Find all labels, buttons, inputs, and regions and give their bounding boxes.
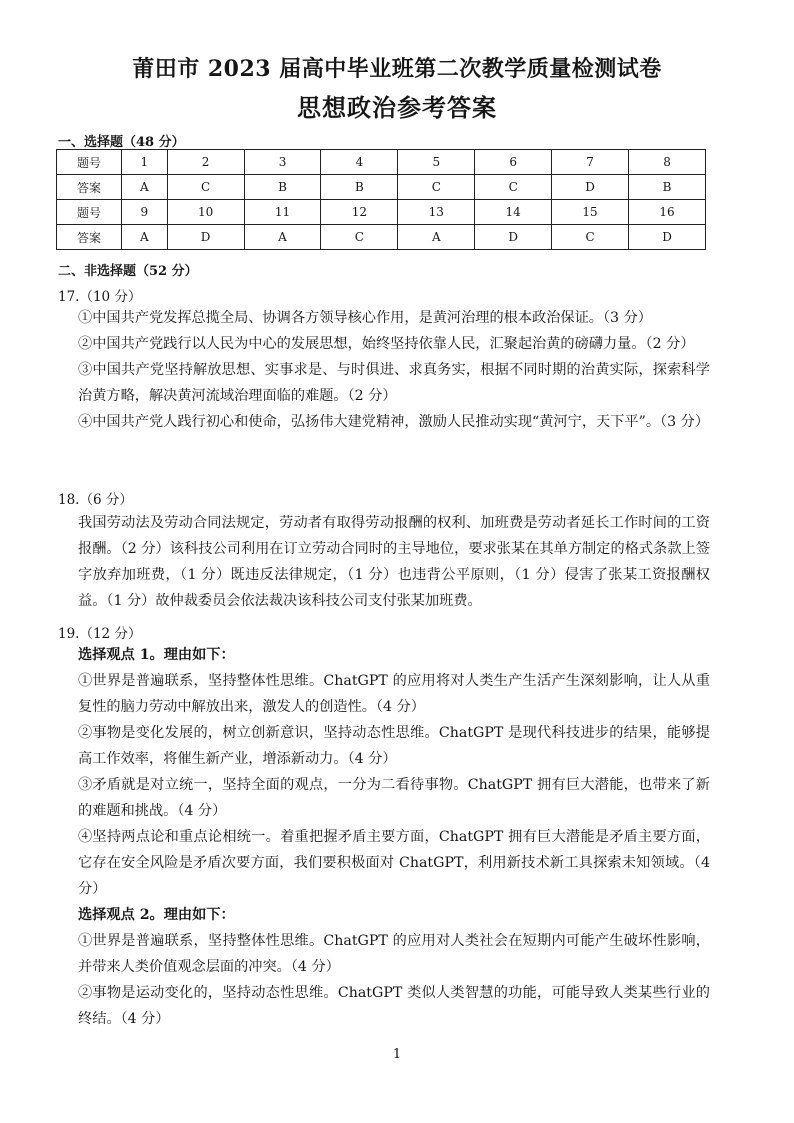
question-number: 16 (629, 200, 706, 225)
section2-heading: 二、非选择题（52 分） (58, 264, 198, 279)
list-item: ①世界是普遍联系，坚持整体性思维。ChatGPT 的应用将对人类生产生活产生深刻影响，让人从重复性的脑力劳动中解放出来，激发人的创造性。（4 分） (78, 673, 710, 715)
q17-answer (78, 305, 710, 435)
q17-label: 17.（10 分） (58, 289, 142, 305)
list-item: ④坚持两点论和重点论相统一。着重把握矛盾主要方面，ChatGPT 拥有巨大潜能是矛盾主要方面，它存在安全风险是矛盾次要方面，我们要积极面对 ChatGPT，利用新技术新工具探索未知领域。（4 分） (78, 829, 710, 897)
answer-cell: A (398, 225, 475, 250)
list-item: ①中国共产党发挥总揽全局、协调各方领导核心作用，是黄河治理的根本政治保证。（3 分） (78, 310, 652, 326)
list-item: ②中国共产党践行以人民为中心的发展思想，始终坚持依靠人民，汇聚起治黄的磅礴力量。（2 分） (78, 336, 695, 352)
table-row (57, 225, 706, 250)
list-item: ①世界是普遍联系，坚持整体性思维。ChatGPT 的应用对人类社会在短期内可能产生破坏性影响，并带来人类价值观念层面的冲突。（4 分） (78, 933, 710, 975)
document-subtitle: 思想政治参考答案 (297, 93, 497, 122)
list-item: ③矛盾就是对立统一，坚持全面的观点，一分为二看待事物。ChatGPT 拥有巨大潜能，也带来了新的难题和挑战。（4 分） (78, 777, 710, 819)
row-label: 答案 (57, 175, 122, 200)
question-number: 1 (122, 150, 168, 175)
view1-heading: 选择观点 1。理由如下： (78, 647, 235, 663)
answer-cell: A (244, 225, 321, 250)
answer-cell: C (475, 175, 552, 200)
list-item: ②事物是变化发展的，树立创新意识，坚持动态性思维。ChatGPT 是现代科技进步的结果，能够提高工作效率，将催生新产业，增添新动力。（4 分） (78, 725, 710, 767)
answer-cell: D (167, 225, 244, 250)
answer-cell: C (167, 175, 244, 200)
answer-cell: D (475, 225, 552, 250)
answer-cell: C (398, 175, 475, 200)
q19-answer (78, 642, 710, 1032)
question-number: 9 (122, 200, 168, 225)
q18-label: 18.（6 分） (58, 492, 133, 508)
question-number: 2 (167, 150, 244, 175)
table-row (57, 200, 706, 225)
question-number: 10 (167, 200, 244, 225)
list-item: ③中国共产党坚持解放思想、实事求是、与时俱进、求真务实，根据不同时期的治黄实际，探索科学治黄方略，解决黄河流域治理面临的难题。（2 分） (78, 362, 710, 404)
document-title: 莆田市 2023 届高中毕业班第二次教学质量检测试卷 (132, 56, 662, 82)
answer-cell: A (122, 175, 168, 200)
section1-heading: 一、选择题（48 分） (58, 135, 185, 150)
row-label: 题号 (57, 200, 122, 225)
question-number: 8 (629, 150, 706, 175)
page-number: 1 (392, 1047, 402, 1062)
q18-answer (78, 510, 710, 614)
row-label: 题号 (57, 150, 122, 175)
q19-label: 19.（12 分） (58, 626, 142, 642)
answer-text: 我国劳动法及劳动合同法规定，劳动者有取得劳动报酬的权利、加班费是劳动者延长工作时间的工资报酬。（2 分）该科技公司利用在订立劳动合同时的主导地位，要求张某在其单方制定的格式条款上签字放弃加班费，（1 分）既违反法律规定，（1 分）也违背公平原则，（1 分）侵害了张某工资报酬权益。（1 分）故仲裁委员会依法裁决该科技公司支付张某加班费。 (78, 515, 710, 609)
question-number: 12 (321, 200, 398, 225)
question-number: 14 (475, 200, 552, 225)
answer-cell: B (629, 175, 706, 200)
question-number: 6 (475, 150, 552, 175)
answer-cell: C (552, 225, 629, 250)
question-number: 7 (552, 150, 629, 175)
question-number: 11 (244, 200, 321, 225)
list-item: ②事物是运动变化的，坚持动态性思维。ChatGPT 类似人类智慧的功能，可能导致人类某些行业的终结。（4 分） (78, 985, 710, 1027)
question-number: 15 (552, 200, 629, 225)
view2-heading: 选择观点 2。理由如下： (78, 907, 235, 923)
row-label: 答案 (57, 225, 122, 250)
question-number: 5 (398, 150, 475, 175)
answer-cell: A (122, 225, 168, 250)
list-item: ④中国共产党人践行初心和使命，弘扬伟大建党精神，激励人民推动实现“黄河宁，天下平”。（3 分） (78, 414, 710, 430)
table-row (57, 150, 706, 175)
answer-cell: D (629, 225, 706, 250)
table-row (57, 175, 706, 200)
question-number: 3 (244, 150, 321, 175)
question-number: 13 (398, 200, 475, 225)
answer-table (56, 149, 706, 250)
answer-cell: B (321, 175, 398, 200)
answer-cell: D (552, 175, 629, 200)
answer-cell: B (244, 175, 321, 200)
question-number: 4 (321, 150, 398, 175)
answer-cell: C (321, 225, 398, 250)
